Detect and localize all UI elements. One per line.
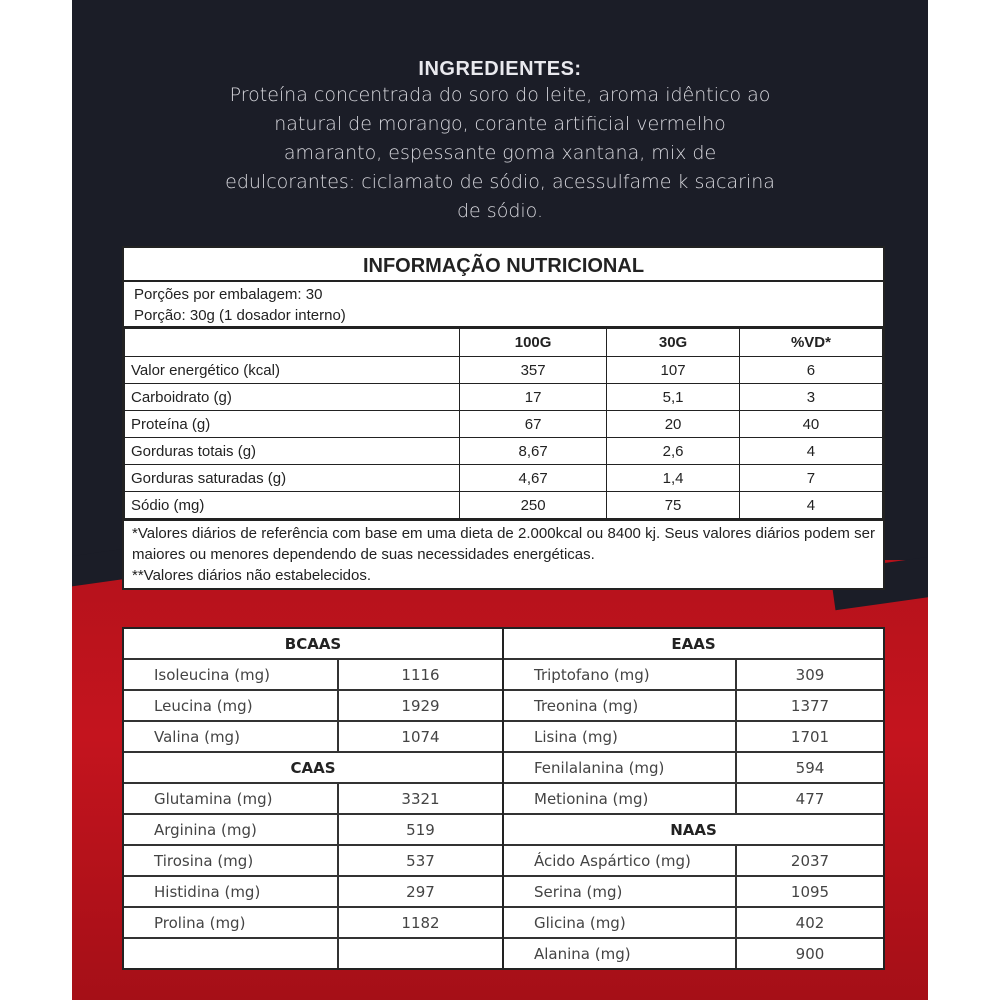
amino-value: 3321	[401, 789, 440, 808]
amino-row	[504, 753, 883, 784]
amino-value: 297	[406, 882, 435, 901]
amino-name: Tirosina (mg)	[124, 846, 339, 875]
nutrient-value: 7	[739, 465, 882, 492]
portion-size: Porção: 30g (1 dosador interno)	[134, 307, 346, 324]
amino-name: Isoleucina (mg)	[124, 660, 339, 689]
amino-row	[124, 939, 502, 968]
nutrient-name: Valor energético (kcal)	[125, 357, 460, 384]
amino-row	[504, 784, 883, 815]
nutrient-value: 3	[739, 384, 882, 411]
nutrient-value: 20	[607, 411, 740, 438]
nutrient-value: 17	[460, 384, 607, 411]
amino-right-column	[504, 629, 883, 968]
amino-value: 1701	[790, 727, 830, 746]
amino-name	[124, 939, 339, 968]
amino-name: Lisina (mg)	[504, 722, 737, 751]
amino-row	[504, 691, 883, 722]
amino-row	[504, 939, 883, 968]
amino-value	[339, 939, 502, 968]
amino-value: 519	[406, 820, 435, 839]
nutrition-row	[125, 357, 883, 384]
amino-name: Valina (mg)	[124, 722, 339, 751]
amino-value: 2037	[790, 851, 830, 870]
nutrient-name: Gorduras saturadas (g)	[125, 465, 460, 492]
amino-name: Glicina (mg)	[504, 908, 737, 937]
serving-info	[124, 282, 883, 328]
nutrient-value: 4	[739, 492, 882, 519]
amino-value: 477	[795, 789, 825, 808]
nutrient-value: 250	[460, 492, 607, 519]
header-cell: 100G	[460, 329, 607, 357]
amino-name: Treonina (mg)	[504, 691, 737, 720]
header-cell	[125, 329, 460, 357]
amino-row	[124, 660, 502, 691]
ingredients-text: Proteína concentrada do soro do leite, aroma idêntico ao natural de morango, corante artificial vermelho amaranto, espessante goma xantana, mix de edulcorantes: ciclamato de sódio, acessulfame k sacarina de sódio.	[225, 84, 775, 222]
amino-name: Prolina (mg)	[124, 908, 339, 937]
amino-row	[124, 815, 502, 846]
amino-value: 402	[795, 913, 825, 932]
amino-name: Triptofano (mg)	[504, 660, 737, 689]
nutrient-value: 107	[607, 357, 740, 384]
nutrition-row	[125, 492, 883, 519]
amino-group-header: CAAS	[124, 753, 502, 784]
nutrition-title: INFORMAÇÃO NUTRICIONAL	[124, 248, 883, 282]
footnote: *Valores diários de referência com base em uma dieta de 2.000kcal ou 8400 kj. Seus valores diários podem ser maiores ou menores dependendo de suas necessidades energéticas.	[132, 525, 875, 563]
header-row	[125, 329, 883, 357]
amino-name: Alanina (mg)	[504, 939, 737, 968]
amino-row	[504, 877, 883, 908]
amino-row	[504, 660, 883, 691]
nutrient-name: Gorduras totais (g)	[125, 438, 460, 465]
nutrient-value: 40	[739, 411, 882, 438]
amino-row	[504, 846, 883, 877]
amino-row	[124, 691, 502, 722]
amino-name: Histidina (mg)	[124, 877, 339, 906]
amino-value: 594	[795, 758, 825, 777]
nutrition-row	[125, 465, 883, 492]
amino-value: 537	[406, 851, 435, 870]
amino-left-column	[124, 629, 504, 968]
ingredients-section	[72, 58, 928, 226]
amino-group-header: BCAAS	[124, 629, 502, 660]
amino-name: Leucina (mg)	[124, 691, 339, 720]
nutrient-value: 2,6	[607, 438, 740, 465]
nutrient-name: Sódio (mg)	[125, 492, 460, 519]
nutrition-row	[125, 438, 883, 465]
nutrient-value: 4	[739, 438, 882, 465]
amino-row	[124, 846, 502, 877]
amino-group-header: NAAS	[504, 815, 883, 846]
amino-row	[124, 784, 502, 815]
amino-name: Fenilalanina (mg)	[504, 753, 737, 782]
amino-acid-table	[122, 627, 885, 970]
amino-row	[124, 908, 502, 939]
amino-name: Glutamina (mg)	[124, 784, 339, 813]
nutrient-value: 1,4	[607, 465, 740, 492]
footnotes	[124, 519, 883, 588]
nutrition-grid	[124, 328, 883, 519]
amino-name: Metionina (mg)	[504, 784, 737, 813]
amino-name: Ácido Aspártico (mg)	[504, 846, 737, 875]
nutrient-value: 8,67	[460, 438, 607, 465]
amino-group-header: EAAS	[504, 629, 883, 660]
nutrition-row	[125, 411, 883, 438]
amino-value: 309	[795, 665, 825, 684]
nutrient-value: 75	[607, 492, 740, 519]
nutrient-value: 357	[460, 357, 607, 384]
header-cell: %VD*	[739, 329, 882, 357]
nutrient-value: 5,1	[607, 384, 740, 411]
amino-row	[124, 722, 502, 753]
servings-per-package: Porções por embalagem: 30	[134, 286, 323, 303]
ingredients-title: INGREDIENTES:	[418, 58, 582, 80]
amino-value: 1377	[790, 696, 830, 715]
amino-value: 1074	[401, 727, 440, 746]
nutrient-name: Carboidrato (g)	[125, 384, 460, 411]
amino-value: 1929	[401, 696, 440, 715]
footnote: **Valores diários não estabelecidos.	[132, 567, 372, 584]
nutrient-value: 4,67	[460, 465, 607, 492]
amino-value: 1116	[401, 665, 440, 684]
amino-row	[504, 722, 883, 753]
amino-value: 1182	[401, 913, 440, 932]
nutrient-name: Proteína (g)	[125, 411, 460, 438]
amino-value: 900	[795, 944, 825, 963]
nutrition-row	[125, 384, 883, 411]
nutrient-value: 6	[739, 357, 882, 384]
amino-row	[124, 877, 502, 908]
nutrient-value: 67	[460, 411, 607, 438]
amino-name: Serina (mg)	[504, 877, 737, 906]
nutrition-table	[122, 246, 885, 590]
amino-name: Arginina (mg)	[124, 815, 339, 844]
header-cell: 30G	[607, 329, 740, 357]
amino-value: 1095	[790, 882, 830, 901]
amino-row	[504, 908, 883, 939]
